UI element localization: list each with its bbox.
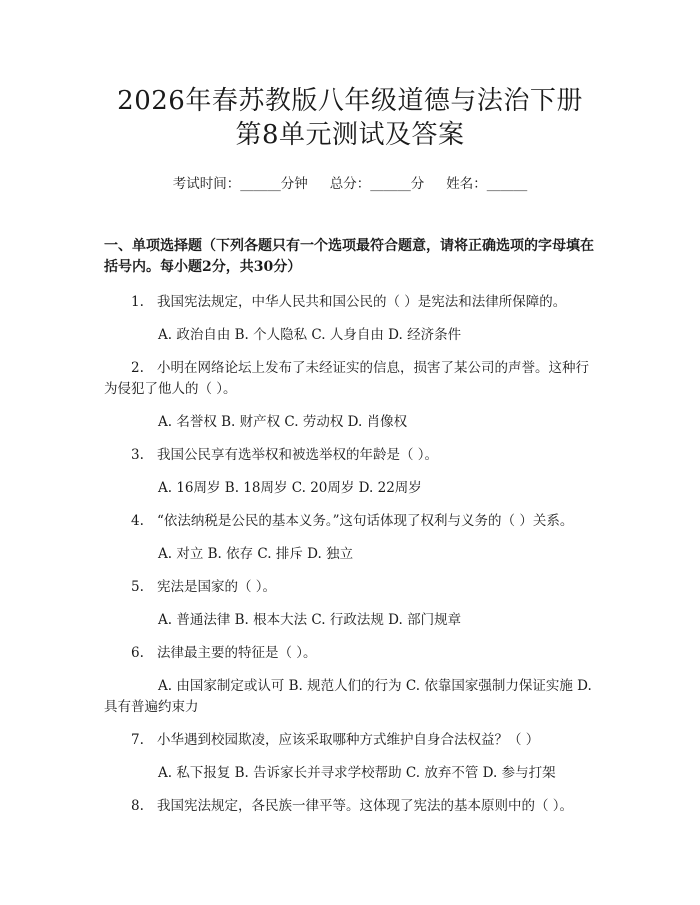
question-options: A. 16周岁 B. 18周岁 C. 20周岁 D. 22周岁 — [158, 480, 422, 496]
question-text — [104, 445, 596, 466]
question-number: 5. — [131, 579, 144, 595]
question-text — [104, 643, 596, 664]
question-item — [104, 292, 596, 346]
question-list — [104, 292, 596, 817]
question-options: A. 普通法律 B. 根本大法 C. 行政法规 D. 部门规章 — [158, 612, 462, 628]
question-stem: 法律最主要的特征是（ ）。 — [157, 645, 317, 661]
question-stem: “依法纳税是公民的基本义务。”这句话体现了权利与义务的（ ）关系。 — [157, 513, 574, 529]
question-number: 2. — [131, 360, 144, 376]
question-item — [104, 511, 596, 565]
question-text — [104, 796, 596, 817]
question-item — [104, 577, 596, 631]
question-stem: 小明在网络论坛上发布了未经证实的信息，损害了某公司的声誉。这种行为侵犯了他人的（ ）。 — [104, 360, 589, 397]
question-text — [104, 292, 596, 313]
question-text — [104, 730, 596, 751]
question-item — [104, 358, 596, 433]
question-text — [104, 358, 596, 400]
question-number: 8. — [131, 798, 144, 814]
question-number: 7. — [131, 732, 144, 748]
question-number: 4. — [131, 513, 144, 529]
question-stem: 小华遇到校园欺凌，应该采取哪种方式维护自身合法权益？（ ） — [157, 732, 540, 748]
question-item — [104, 445, 596, 499]
question-options: A. 对立 B. 依存 C. 排斥 D. 独立 — [158, 546, 354, 562]
section-heading: 一、单项选择题（下列各题只有一个选项最符合题意，请将正确选项的字母填在括号内。每小题2分，共30分） — [104, 238, 594, 275]
question-number: 3. — [131, 447, 144, 463]
question-stem: 我国公民享有选举权和被选举权的年龄是（ ）。 — [157, 447, 439, 463]
question-options: A. 名誉权 B. 财产权 C. 劳动权 D. 肖像权 — [158, 414, 408, 430]
question-stem: 宪法是国家的（ ）。 — [157, 579, 277, 595]
question-item — [104, 796, 596, 817]
question-stem: 我国宪法规定，中华人民共和国公民的（ ）是宪法和法律所保障的。 — [157, 294, 567, 310]
document-title: 2026年春苏教版八年级道德与法治下册第8单元测试及答案 — [117, 86, 583, 150]
question-options: A. 私下报复 B. 告诉家长并寻求学校帮助 C. 放弃不管 D. 参与打架 — [158, 765, 556, 781]
student-name: 姓名：______ — [446, 176, 528, 192]
question-number: 6. — [131, 645, 144, 661]
question-options: A. 政治自由 B. 个人隐私 C. 人身自由 D. 经济条件 — [158, 327, 462, 343]
exam-time: 考试时间：______分钟 — [172, 176, 308, 192]
question-item — [104, 730, 596, 784]
question-text — [104, 577, 596, 598]
question-options: A. 由国家制定或认可 B. 规范人们的行为 C. 依靠国家强制力保证实施 D. 具有普遍约束力 — [104, 678, 592, 715]
question-item — [104, 643, 596, 718]
question-text — [104, 511, 596, 532]
exam-meta — [104, 174, 596, 194]
question-number: 1. — [131, 294, 144, 310]
question-stem: 我国宪法规定，各民族一律平等。这体现了宪法的基本原则中的（ ）。 — [157, 798, 574, 814]
exam-total-score: 总分：______分 — [329, 176, 425, 192]
